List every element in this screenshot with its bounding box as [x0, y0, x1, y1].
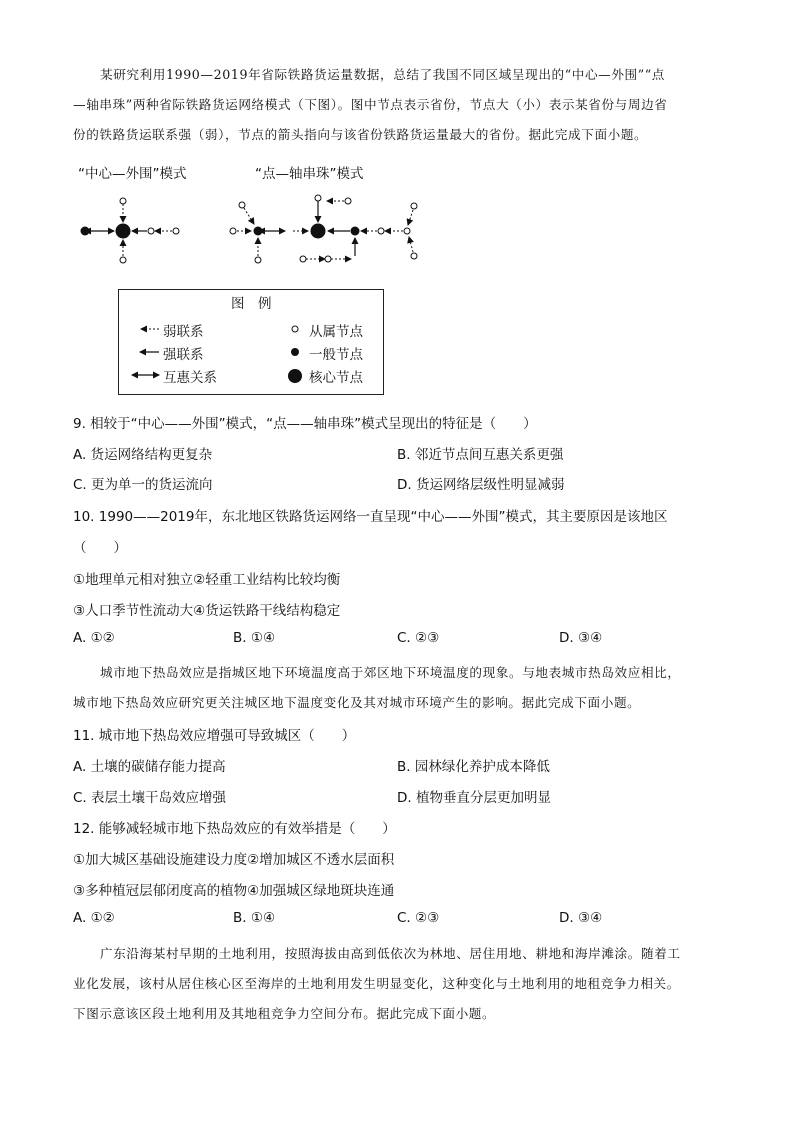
passage3-line-1: 广东沿海某村早期的土地利用，按照海拔由高到低依次为林地、居住用地、耕地和海岸滩涂。随着工	[100, 946, 681, 961]
subordinate-node	[411, 203, 417, 209]
subordinate-node	[300, 256, 306, 262]
q10-stem-line-2: （ ）	[73, 540, 127, 556]
core-node-symbol	[288, 369, 302, 383]
subordinate-node	[120, 198, 126, 204]
passage3-line-3: 下图示意该区段土地利用及其地租竞争力空间分布。据此完成下面小题。	[73, 1006, 496, 1021]
q12-option-d[interactable]: D. ③④	[559, 910, 603, 926]
legend-general-label: 一般节点	[309, 347, 363, 363]
q9-option-b[interactable]: B. 邻近节点间互惠关系更强	[397, 447, 564, 463]
q9-option-d[interactable]: D. 货运网络层级性明显减弱	[397, 477, 565, 493]
network-diagram	[0, 0, 794, 290]
subordinate-node	[404, 228, 410, 234]
passage2-line-1: 城市地下热岛效应是指城区地下环境温度高于郊区地下环境温度的现象。与地表城市热岛效应相比，	[100, 665, 681, 680]
subordinate-node	[325, 256, 331, 262]
legend-subordinate-label: 从属节点	[309, 324, 363, 340]
q10-statements-1: ①地理单元相对独立②轻重工业结构比较均衡	[73, 572, 341, 588]
general-node-symbol	[291, 348, 299, 356]
passage3-line-2: 业化发展，该村从居住核心区至海岸的土地利用发生明显变化，这种变化与土地利用的地租竞争力相关。	[73, 976, 680, 991]
subordinate-node	[173, 228, 179, 234]
q11-option-b[interactable]: B. 园林绿化养护成本降低	[397, 759, 550, 775]
passage1-line-2: —轴串珠”两种省际铁路货运网络模式（下图）。图中节点表示省份，节点大（小）表示某省份与周边省	[73, 97, 668, 112]
subordinate-node	[378, 228, 384, 234]
subordinate-node	[411, 253, 417, 259]
subordinate-node	[255, 257, 261, 263]
legend-box	[118, 289, 384, 395]
q9-stem: 9. 相较于“中心——外围”模式，“点——轴串珠”模式呈现出的特征是（ ）	[73, 416, 537, 432]
passage2-line-2: 城市地下热岛效应研究更关注城区地下温度变化及其对城市环境产生的影响。据此完成下面小题。	[73, 695, 641, 710]
subordinate-node	[148, 228, 154, 234]
subordinate-node	[230, 228, 236, 234]
q10-statements-2: ③人口季节性流动大④货运铁路干线结构稳定	[73, 603, 341, 619]
q11-option-c[interactable]: C. 表层土壤干岛效应增强	[73, 790, 227, 806]
weak-link	[244, 208, 254, 224]
subordinate-node	[345, 198, 351, 204]
q10-option-c[interactable]: C. ②③	[397, 630, 440, 646]
subordinate-node	[120, 257, 126, 263]
general-node	[81, 227, 90, 236]
general-node	[254, 227, 263, 236]
q12-option-c[interactable]: C. ②③	[397, 910, 440, 926]
point-axis-network	[230, 195, 417, 263]
general-node	[351, 227, 360, 236]
center-periphery-network	[81, 198, 180, 263]
passage1-line-1: 某研究利用1990—2019年省际铁路货运量数据，总结了我国不同区域呈现出的“中心—外围”“点	[100, 67, 665, 82]
legend-strong-label: 强联系	[163, 347, 204, 363]
q12-option-b[interactable]: B. ①④	[233, 910, 276, 926]
q12-option-a[interactable]: A. ①②	[73, 910, 115, 926]
q10-stem-line-1: 10. 1990——2019年，东北地区铁路货运网络一直呈现“中心——外围”模式，其主要原因是该地区	[73, 509, 668, 525]
legend-core-label: 核心节点	[309, 370, 363, 386]
q11-option-a[interactable]: A. 土壤的碳储存能力提高	[73, 759, 226, 775]
core-node	[311, 224, 326, 239]
center-periphery-mode-label: “中心—外围”模式	[78, 166, 187, 182]
weak-link	[409, 237, 413, 252]
q12-statements-2: ③多种植冠层郁闭度高的植物④加强城区绿地斑块连通	[73, 883, 395, 899]
q9-option-a[interactable]: A. 货运网络结构更复杂	[73, 447, 213, 463]
q10-option-d[interactable]: D. ③④	[559, 630, 603, 646]
legend-weak-label: 弱联系	[163, 324, 204, 340]
point-axis-mode-label: “点—轴串珠”模式	[255, 166, 364, 182]
q11-stem: 11. 城市地下热岛效应增强可导致城区（ ）	[73, 728, 356, 744]
legend-mutual-label: 互惠关系	[163, 370, 217, 386]
q9-option-c[interactable]: C. 更为单一的货运流向	[73, 477, 213, 493]
weak-link	[408, 210, 413, 225]
q12-stem: 12. 能够减轻城市地下热岛效应的有效举措是（ ）	[73, 821, 396, 837]
q10-option-b[interactable]: B. ①④	[233, 630, 276, 646]
q10-option-a[interactable]: A. ①②	[73, 630, 115, 646]
passage1-line-3: 份的铁路货运联系强（弱），节点的箭头指向与该省份铁路货运量最大的省份。据此完成下面小题。	[73, 127, 648, 142]
subordinate-node	[315, 195, 321, 201]
subordinate-node-symbol	[292, 326, 298, 332]
legend-title: 图 例	[231, 296, 272, 312]
core-node	[116, 224, 131, 239]
subordinate-node	[239, 202, 245, 208]
q12-statements-1: ①加大城区基础设施建设力度②增加城区不透水层面积	[73, 852, 395, 868]
q11-option-d[interactable]: D. 植物垂直分层更加明显	[397, 790, 551, 806]
